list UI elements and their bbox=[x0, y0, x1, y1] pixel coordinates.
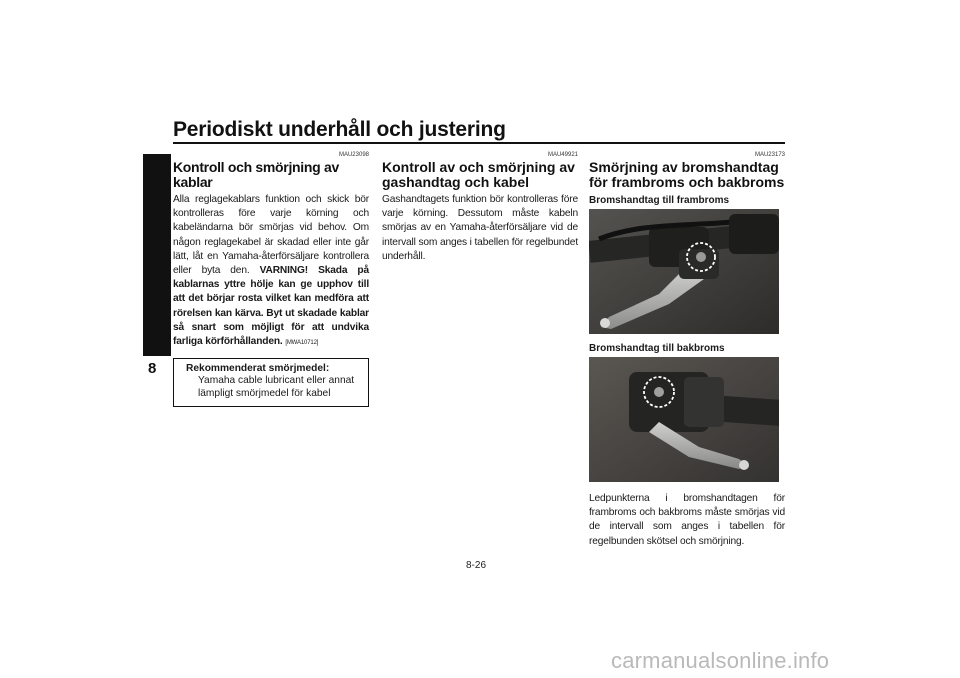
rear-brake-label: Bromshandtag till bakbroms bbox=[589, 343, 725, 354]
section-title: Kontroll av och smörjning av gashandtag och kabel bbox=[382, 159, 575, 190]
warning-text: VARNING! Skada på kablarnas yttre hölje kan ge upphov till att det börjar rosta vilket kan medföra att rörelsen kan kärva. Byt ut skadade kablar så snart som möjligt för att undvika farliga körförhållanden. bbox=[173, 265, 369, 348]
section-code: MAU23173 bbox=[754, 152, 785, 158]
chapter-number: 8 bbox=[148, 360, 157, 377]
header-rule bbox=[173, 142, 785, 144]
rear-brake-lever-photo bbox=[589, 357, 779, 482]
lubricant-box bbox=[173, 358, 369, 407]
watermark: carmanualsonline.info bbox=[611, 648, 830, 673]
page-header-title: Periodiskt underhåll och justering bbox=[173, 118, 506, 141]
section-code: MAU23098 bbox=[338, 152, 369, 158]
body-text: Alla reglagekablars funktion och skick bör kontrolleras före varje körning och kabeländarna bör smörjas vid behov. Om någon reglagekabel är skadad eller inte går lätt, låt en Yamaha-återförsäljare kontrollera eller byta den. bbox=[173, 194, 369, 277]
section-title: Smörjning av bromshandtag för frambroms och bakbroms bbox=[589, 159, 785, 190]
section-body bbox=[173, 193, 369, 350]
section-body: Gashandtagets funktion bör kontrolleras före varje körning. Dessutom måste kabeln smörjas av en Yamaha-återförsäljare vid de intervall som anges i tabellen för regelbundet underhåll. bbox=[382, 194, 578, 262]
section-body: Ledpunkterna i bromshandtagen för frambroms och bakbroms måste smörjas vid de intervall som anges i tabellen för regelbunden skötsel och smörjning. bbox=[589, 493, 785, 547]
front-brake-label: Bromshandtag till frambroms bbox=[589, 195, 730, 206]
section-throttle bbox=[382, 152, 578, 264]
lubricant-title: Rekommenderat smörjmedel: bbox=[186, 363, 330, 375]
section-cables bbox=[173, 152, 369, 407]
section-brake-levers bbox=[589, 152, 785, 549]
lubricant-text: Yamaha cable lubricant eller annat lämpligt smörjmedel för kabel bbox=[198, 375, 355, 399]
front-brake-lever-photo bbox=[589, 209, 779, 334]
chapter-tab bbox=[143, 154, 171, 356]
warning-code: [MWA10712] bbox=[285, 340, 319, 347]
section-code: MAU49921 bbox=[547, 152, 578, 158]
page-number: 8-26 bbox=[466, 560, 487, 571]
section-title: Kontroll och smörjning av kablar bbox=[173, 159, 339, 190]
